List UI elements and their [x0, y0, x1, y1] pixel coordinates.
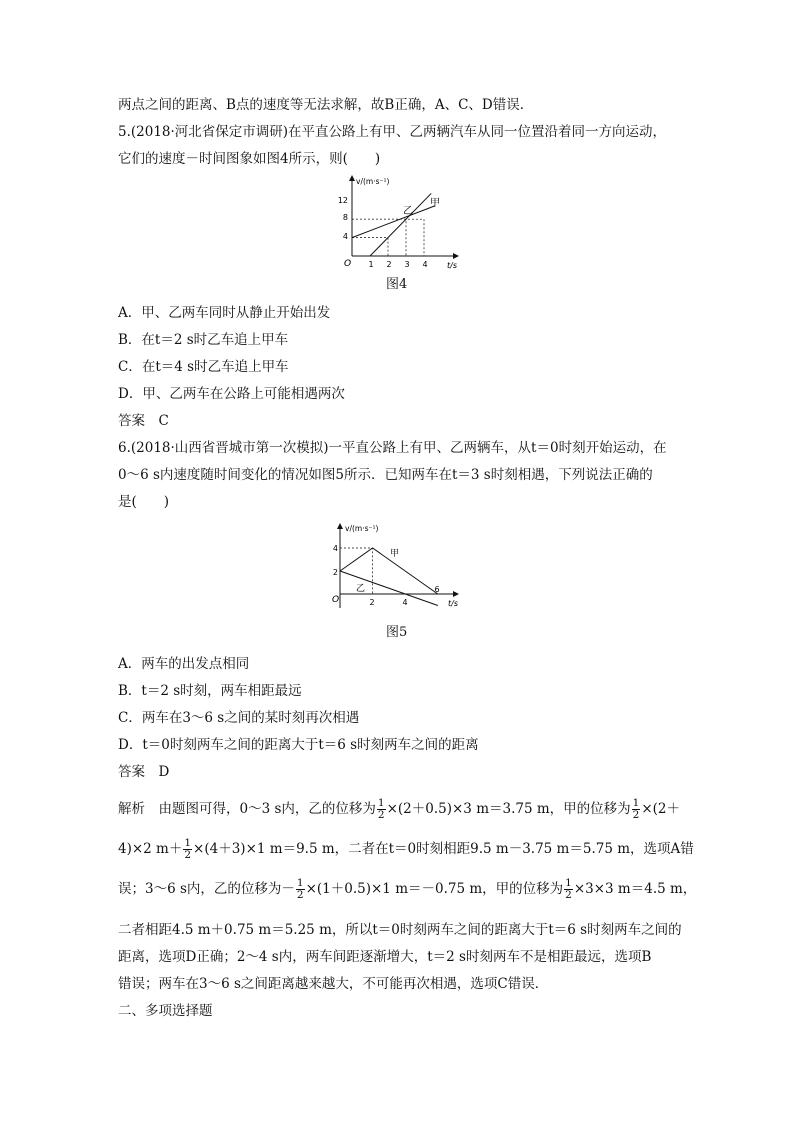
explanation-text: ×(1＋0.5)×1 m＝－0.75 m，甲的位移为 [305, 881, 564, 897]
explanation-line: 距离，选项D正确；2～4 s内，两车间距逐渐增大，t＝2 s时刻两车不是相距最远，选项B [118, 949, 652, 965]
explanation-text: 解析 由题图可得，0～3 s内，乙的位移为 [118, 801, 376, 817]
figure-4-origin: O [344, 259, 352, 269]
figure-4-guide-line [352, 238, 388, 256]
figure-4-x-tick: 4 [422, 260, 428, 269]
figure-5-y-label: v/(m·s⁻¹) [345, 524, 379, 533]
explanation-text: 4)×2 m＋ [118, 841, 183, 857]
figure-4-chart [330, 172, 470, 272]
fraction-half: $\frac{1}{2}$ [296, 877, 304, 901]
fraction-half: $\frac{1}{2}$ [632, 797, 640, 821]
option-b: B．在t＝2 s时乙车追上甲车 [118, 332, 289, 348]
explanation-line [118, 838, 694, 861]
figure-4-x-tick: 2 [386, 260, 392, 269]
figure-5-x-label: t/s [448, 599, 458, 608]
figure-5-caption: 图5 [386, 625, 408, 640]
option-d: D．t＝0时刻两车之间的距离大于t＝6 s时刻两车之间的距离 [118, 737, 479, 753]
section-heading: 二、多项选择题 [118, 1003, 213, 1019]
figure-5-line-jia [340, 548, 438, 594]
option-b: B．t＝2 s时刻，两车相距最远 [118, 683, 302, 699]
figure-4-y-label: v/(m·s⁻¹) [356, 177, 390, 186]
question-5-stem-cont: 它们的速度－时间图象如图4所示，则( ) [118, 151, 381, 167]
option-c: C．在t＝4 s时乙车追上甲车 [118, 359, 289, 375]
figure-5-line-yi [340, 571, 438, 606]
figure-4-line-jia [352, 206, 435, 238]
answer-5: 答案 C [118, 413, 169, 429]
figure-4-x-tick: 1 [368, 260, 374, 269]
figure-4-y-tick: 4 [342, 232, 348, 241]
figure-5-origin: O [332, 595, 340, 605]
option-d: D．甲、乙两车在公路上可能相遇两次 [118, 386, 345, 402]
figure-4-label-yi: 乙 [403, 206, 413, 217]
option-c: C．两车在3～6 s之间的某时刻再次相遇 [118, 710, 360, 726]
figure-4-x-label: t/s [447, 261, 457, 270]
answer-6: 答案 D [118, 764, 170, 780]
figure-5-y-tick: 2 [332, 568, 338, 577]
explanation-text: ×(4＋3)×1 m＝9.5 m，二者在t＝0时刻相距9.5 m－3.75 m＝5.75 m，选项A错 [193, 841, 694, 857]
option-a: A．甲、乙两车同时从静止开始出发 [118, 305, 331, 321]
figure-4-line-yi [370, 193, 431, 256]
fraction-half: $\frac{1}{2}$ [184, 837, 192, 861]
fraction-half: $\frac{1}{2}$ [565, 877, 572, 901]
explanation-line [118, 878, 696, 901]
figure-5-label-jia: 甲 [390, 549, 400, 559]
figure-4-label-jia: 甲 [430, 198, 440, 209]
fraction-half: $\frac{1}{2}$ [377, 797, 385, 821]
text-line: 两点之间的距离、B点的速度等无法求解，故B正确，A、C、D错误． [118, 97, 534, 113]
explanation-text: ×(2＋ [641, 801, 681, 817]
explanation-line: 错误；两车在3～6 s之间距离越来越大，不可能再次相遇，选项C错误． [118, 976, 549, 992]
figure-4-y-tick: 8 [342, 213, 348, 222]
figure-4-y-tick: 12 [337, 196, 348, 205]
figure-5-x-tick: 4 [402, 598, 408, 607]
figure-4-caption: 图4 [386, 277, 408, 292]
figure-4-x-tick: 3 [404, 260, 410, 269]
figure-5-label-yi: 乙 [356, 584, 366, 594]
figure-5-chart [326, 518, 466, 614]
question-5-stem: 5.(2018·河北省保定市调研)在平直公路上有甲、乙两辆汽车从同一位置沿着同一方向运动， [118, 124, 667, 140]
explanation-text: ×(2＋0.5)×3 m＝3.75 m，甲的位移为 [386, 801, 631, 817]
figure-5-y-tick: 4 [332, 544, 338, 553]
explanation-line [118, 798, 680, 821]
question-6-stem: 6.(2018·山西省晋城市第一次模拟)一平直公路上有甲、乙两辆车，从t＝0时刻开始运动，在 [118, 440, 667, 456]
question-6-stem-cont: 是( ) [118, 494, 170, 510]
option-a: A．两车的出发点相同 [118, 656, 250, 672]
explanation-line: 二者相距4.5 m＋0.75 m＝5.25 m，所以t＝0时刻两车之间的距离大于t＝6 s时刻两车之间的 [118, 922, 682, 938]
figure-5-x-tick: 2 [369, 598, 375, 607]
figure-5-x-tick: 6 [434, 585, 440, 594]
explanation-text: ×3×3 m＝4.5 m， [573, 881, 697, 897]
explanation-text: 误；3～6 s内，乙的位移为－ [118, 881, 295, 897]
question-6-stem-cont: 0～6 s内速度随时间变化的情况如图5所示．已知两车在t＝3 s时刻相遇，下列说法正确的 [118, 467, 653, 483]
